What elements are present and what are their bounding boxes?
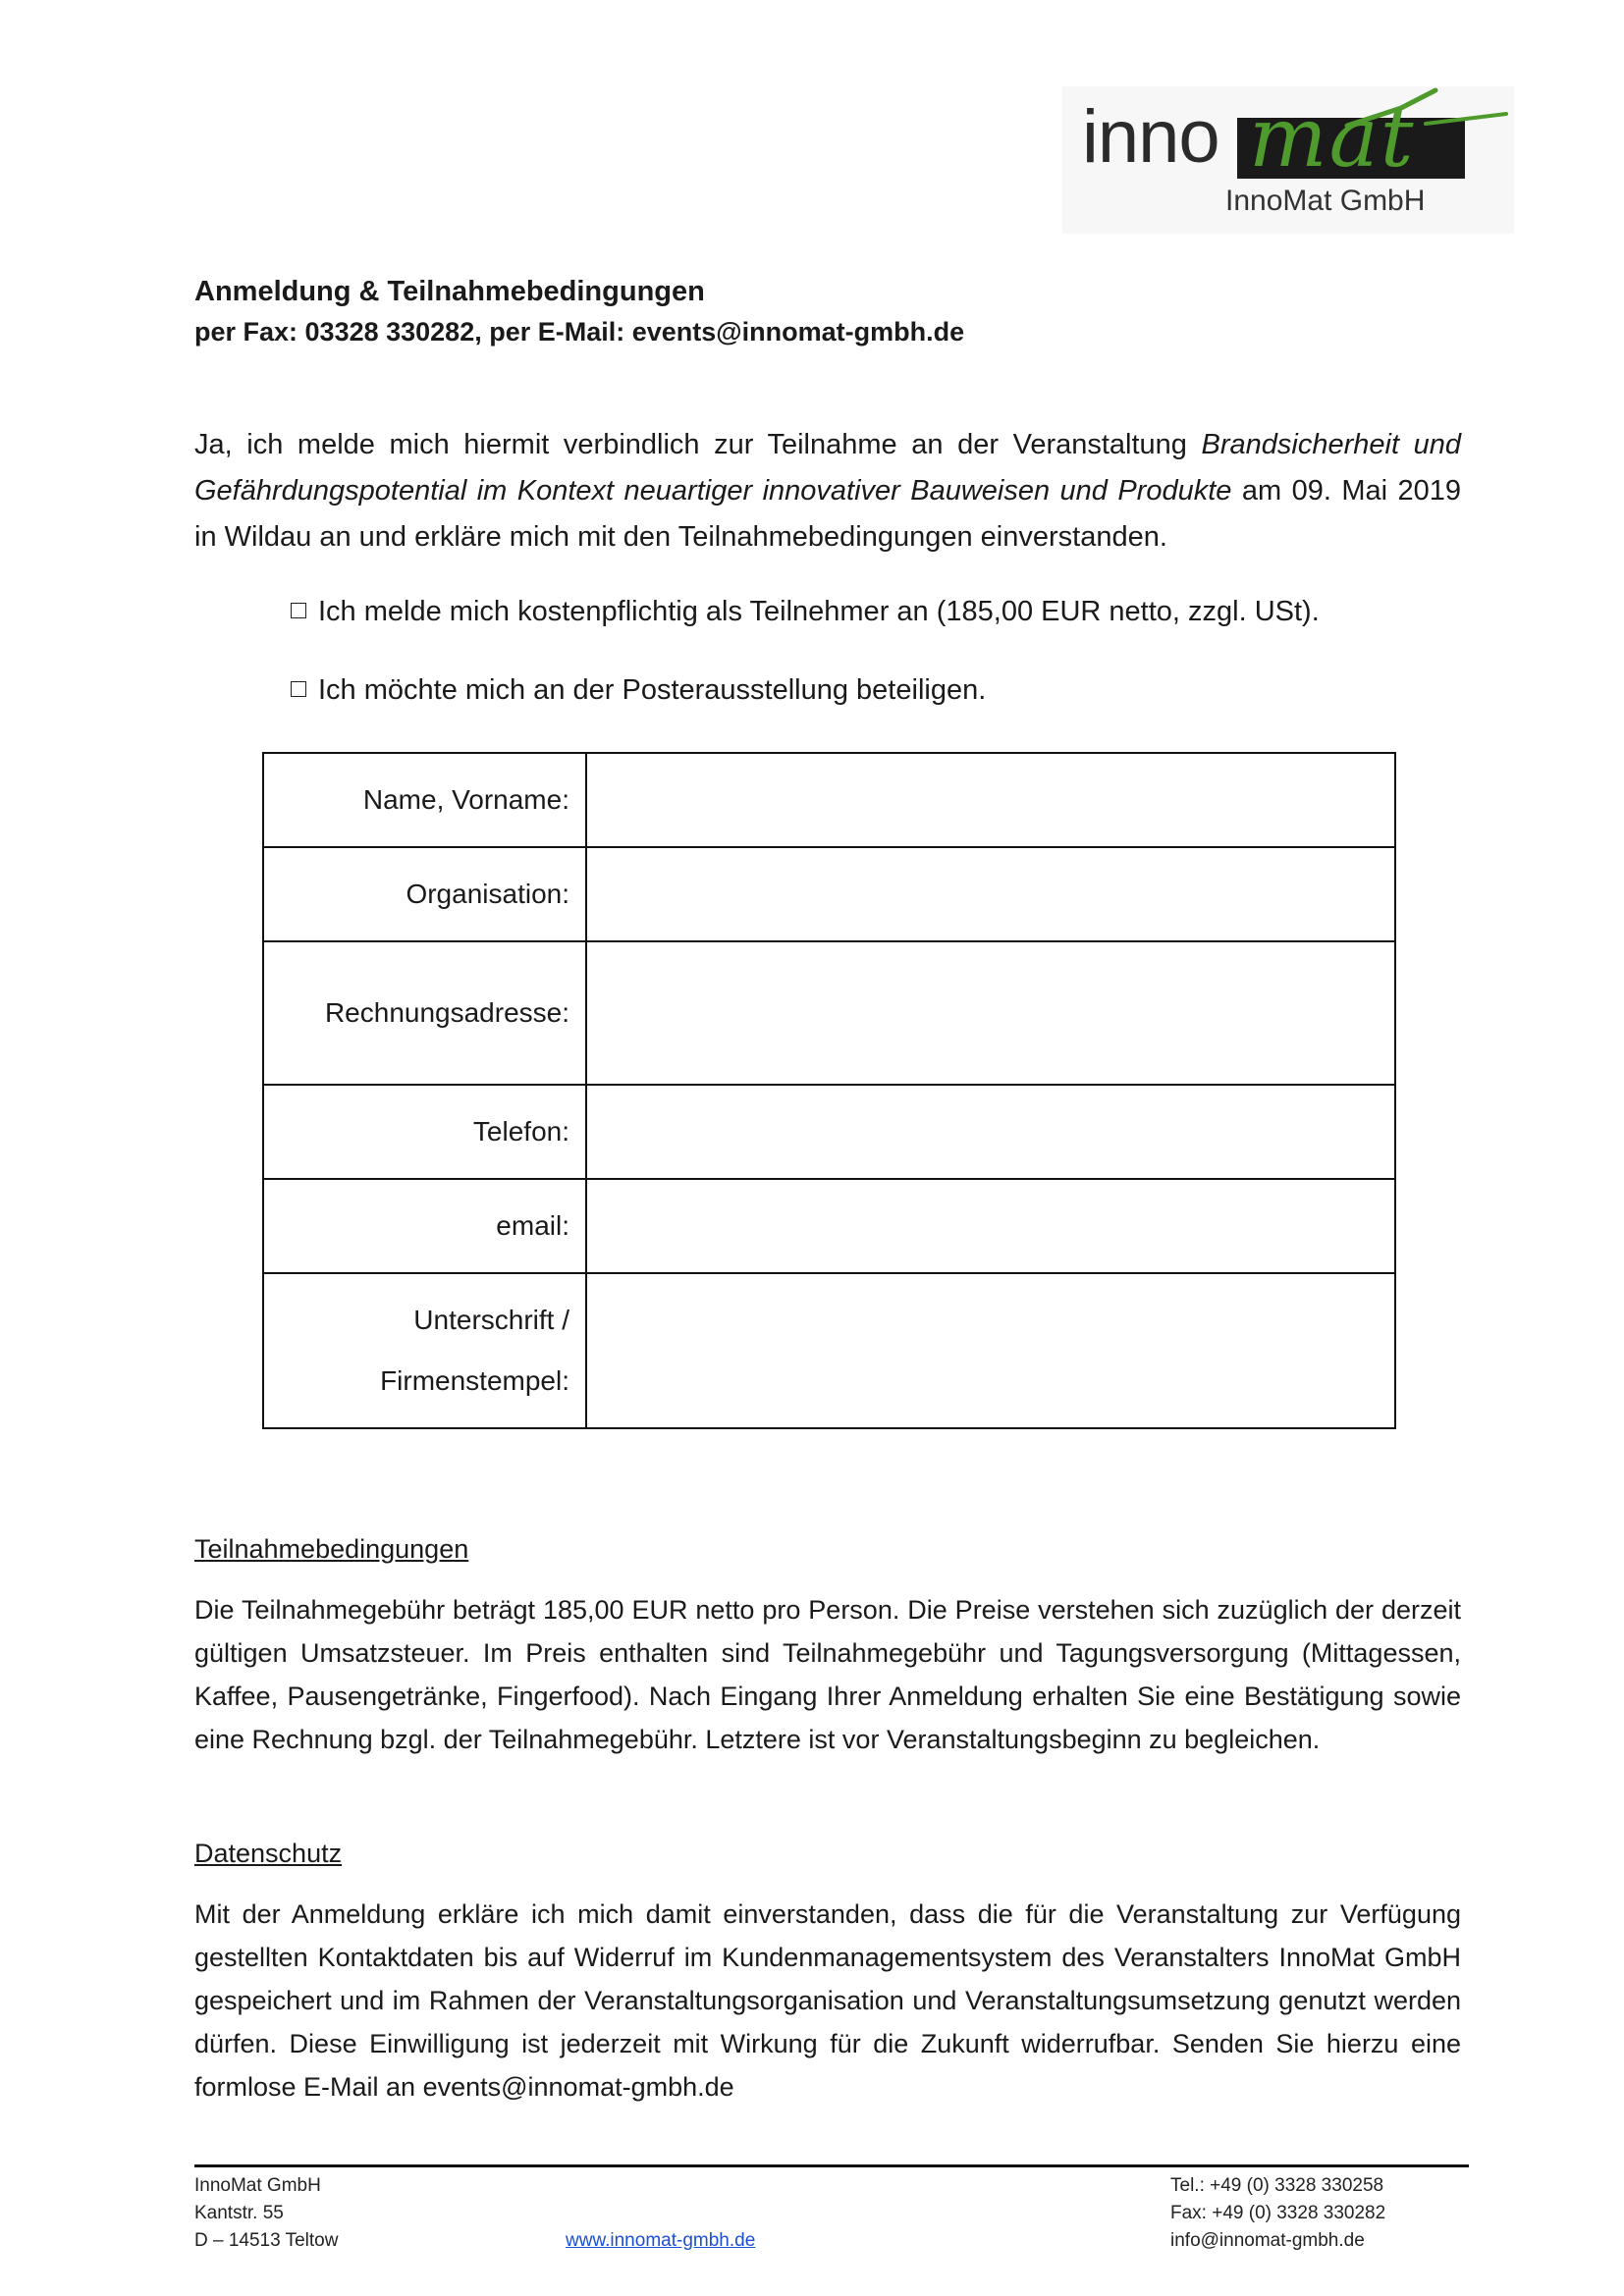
form-row-signature (263, 1273, 1395, 1428)
footer-tel: Tel.: +49 (0) 3328 330258 (1170, 2175, 1384, 2196)
footer-divider (194, 2164, 1469, 2167)
form-row-email (263, 1179, 1395, 1273)
field-organisation[interactable] (586, 847, 1395, 941)
logo-text-mat: mat (1249, 89, 1416, 186)
form-row-organisation (263, 847, 1395, 941)
option-label: Ich möchte mich an der Posterausstellung beteiligen. (318, 674, 987, 706)
option-label: Ich melde mich kostenpflichtig als Teilnehmer an (185,00 EUR netto, zzgl. USt). (318, 596, 1320, 627)
logo-company-name: InnoMat GmbH (1225, 185, 1426, 217)
label-signature-line-1: Unterschrift / (413, 1305, 569, 1335)
terms-heading: Teilnahmebedingungen (194, 1534, 469, 1564)
intro-event-name: Brandsicherheit und Gefährdungspotential im Kontext neuartiger innovativer Bauweisen und Produkte (194, 429, 1461, 507)
logo-text-inno: inno (1082, 95, 1219, 179)
footer-street: Kantstr. 55 (194, 2203, 284, 2223)
form-row-phone (263, 1085, 1395, 1179)
label-address: Rechnungsadresse: (263, 941, 586, 1085)
label-email: email: (263, 1179, 586, 1273)
field-email[interactable] (586, 1179, 1395, 1273)
footer-website-block (566, 2227, 755, 2255)
footer-email: info@innomat-gmbh.de (1170, 2230, 1365, 2251)
form-row-address (263, 941, 1395, 1085)
page-subtitle: per Fax: 03328 330282, per E-Mail: events@innomat-gmbh.de (194, 317, 965, 347)
privacy-heading: Datenschutz (194, 1839, 343, 1868)
checkbox-icon[interactable] (291, 603, 306, 618)
footer-city: D – 14513 Teltow (194, 2230, 339, 2251)
registration-form-table (262, 752, 1396, 1429)
label-signature (263, 1273, 586, 1428)
intro-part-2: am 09. Mai 2019 in Wildau an und erkläre mich mit den Teilnahmebedingungen einverstanden. (194, 475, 1462, 553)
footer-company: InnoMat GmbH (194, 2175, 321, 2196)
footer-address (194, 2172, 338, 2255)
footer-website-link[interactable]: www.innomat-gmbh.de (566, 2230, 756, 2251)
field-phone[interactable] (586, 1085, 1395, 1179)
field-name[interactable] (586, 753, 1395, 847)
terms-text: Die Teilnahmegebühr beträgt 185,00 EUR netto pro Person. Die Preise verstehen sich zuzüglich der derzeit gültigen Umsatzsteuer. Im Preis enthalten sind Teilnahmegebühr und Tagungsversorgung (Mittagessen, Kaffee, Pausengetränke, Fingerfood). Nach Eingang Ihrer Anmeldung erhalten Sie eine Bestätigung sowie eine Rechnung bzgl. der Teilnahmegebühr. Letztere ist vor Veranstaltungsbeginn zu begleichen. (194, 1595, 1461, 1754)
label-name: Name, Vorname: (263, 753, 586, 847)
intro-part-1: Ja, ich melde mich hiermit verbindlich zur Teilnahme an der Veranstaltung (194, 429, 1202, 460)
option-poster[interactable] (291, 673, 986, 708)
option-participant[interactable] (291, 595, 1320, 629)
intro-paragraph (194, 422, 1461, 561)
logo-swoosh-icon (1229, 86, 1514, 145)
label-signature-line-2: Firmenstempel: (380, 1365, 569, 1396)
checkbox-icon[interactable] (291, 681, 306, 697)
field-address[interactable] (586, 941, 1395, 1085)
field-signature[interactable] (586, 1273, 1395, 1428)
footer-contact (1170, 2172, 1385, 2255)
privacy-text: Mit der Anmeldung erkläre ich mich damit einverstanden, dass die für die Veranstaltung zur Verfügung gestellten Kontaktdaten bis auf Widerruf im Kundenmanagementsystem des Veranstalters InnoMat GmbH gespeichert und im Rahmen der Veranstaltungsorganisation und Veranstaltungsumsetzung genutzt werden dürfen. Diese Einwilligung ist jederzeit mit Wirkung für die Zukunft widerrufbar. Senden Sie hierzu eine formlose E-Mail an events@innomat-gmbh.de (194, 1899, 1461, 2102)
page-title: Anmeldung & Teilnahmebedingungen (194, 276, 705, 307)
form-row-name (263, 753, 1395, 847)
footer-fax: Fax: +49 (0) 3328 330282 (1170, 2203, 1386, 2223)
label-organisation: Organisation: (263, 847, 586, 941)
label-phone: Telefon: (263, 1085, 586, 1179)
company-logo (1062, 86, 1514, 234)
